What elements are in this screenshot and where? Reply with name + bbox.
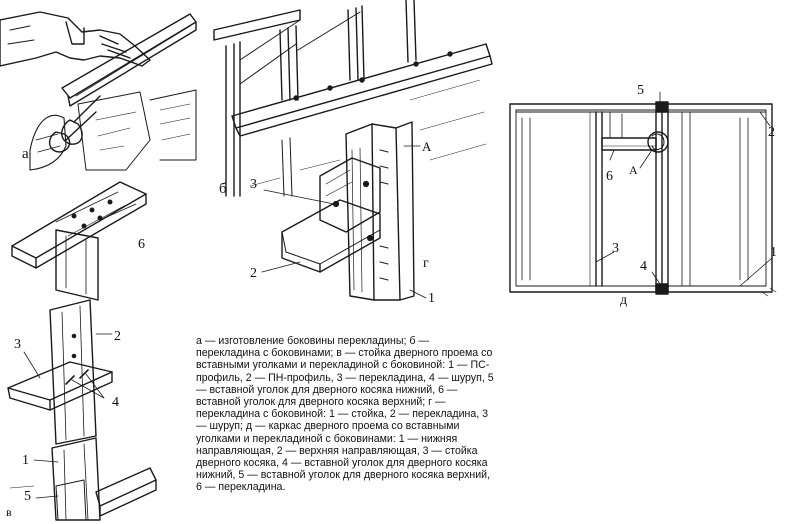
figure-v-drawing xyxy=(8,182,156,520)
callout-d-2: 2 xyxy=(768,125,775,140)
callout-g-1: 1 xyxy=(428,291,435,306)
callout-v-2: 2 xyxy=(114,329,121,344)
figure-b-letter: б xyxy=(219,181,227,197)
figure-v-letter: в xyxy=(6,505,12,519)
figure-a-drawing xyxy=(0,12,196,170)
figure-d-letter: д xyxy=(620,293,628,308)
callout-d-5: 5 xyxy=(637,83,644,98)
callout-d-3: 3 xyxy=(612,241,619,256)
callout-d-4: 4 xyxy=(640,259,647,274)
callout-g-a: А xyxy=(422,139,432,154)
callout-d-a: А xyxy=(629,163,638,177)
callout-g-2: 2 xyxy=(250,266,257,281)
figure-g-letter: г xyxy=(423,256,429,271)
figure-g-drawing xyxy=(262,122,426,300)
callout-b-3: 3 xyxy=(250,177,257,192)
figure-a-letter: а xyxy=(22,146,29,162)
figure-caption: а — изготовление боковины перекладины; б — перекладина с боковинами; в — стойка дверного проема со вставными уголками и перекладиной с боковиной: 1 — ПС-профиль, 2 — ПН-профиль, 3 — перекладина, 4 — шуруп, 5 — вставной уголок для дверного косяка нижний, 6 — вставной уголок для дверного косяка верхний; г — перекладина с боковиной: 1 — стойка, 2 — перекладина, 3 — шуруп; д — каркас дверного проема со вставными уголками и перекладиной с боковинами: 1 — нижняя направляющая, 2 — верхняя направляющая, 3 — стойка дверного косяка, 4 — вставной уголок для дверного косяка нижний, 5 — вставной уголок для дверного косяка верхний, 6 — перекладина. xyxy=(196,335,494,494)
callout-d-6: 6 xyxy=(606,169,613,184)
callout-v-4: 4 xyxy=(112,395,119,410)
callout-d-1: 1 xyxy=(770,245,777,260)
callout-v-5: 5 xyxy=(24,489,31,504)
callout-v-3: 3 xyxy=(14,337,21,352)
callout-v-1: 1 xyxy=(22,453,29,468)
callout-v-6: 6 xyxy=(138,237,145,252)
figure-b-drawing xyxy=(214,0,492,196)
